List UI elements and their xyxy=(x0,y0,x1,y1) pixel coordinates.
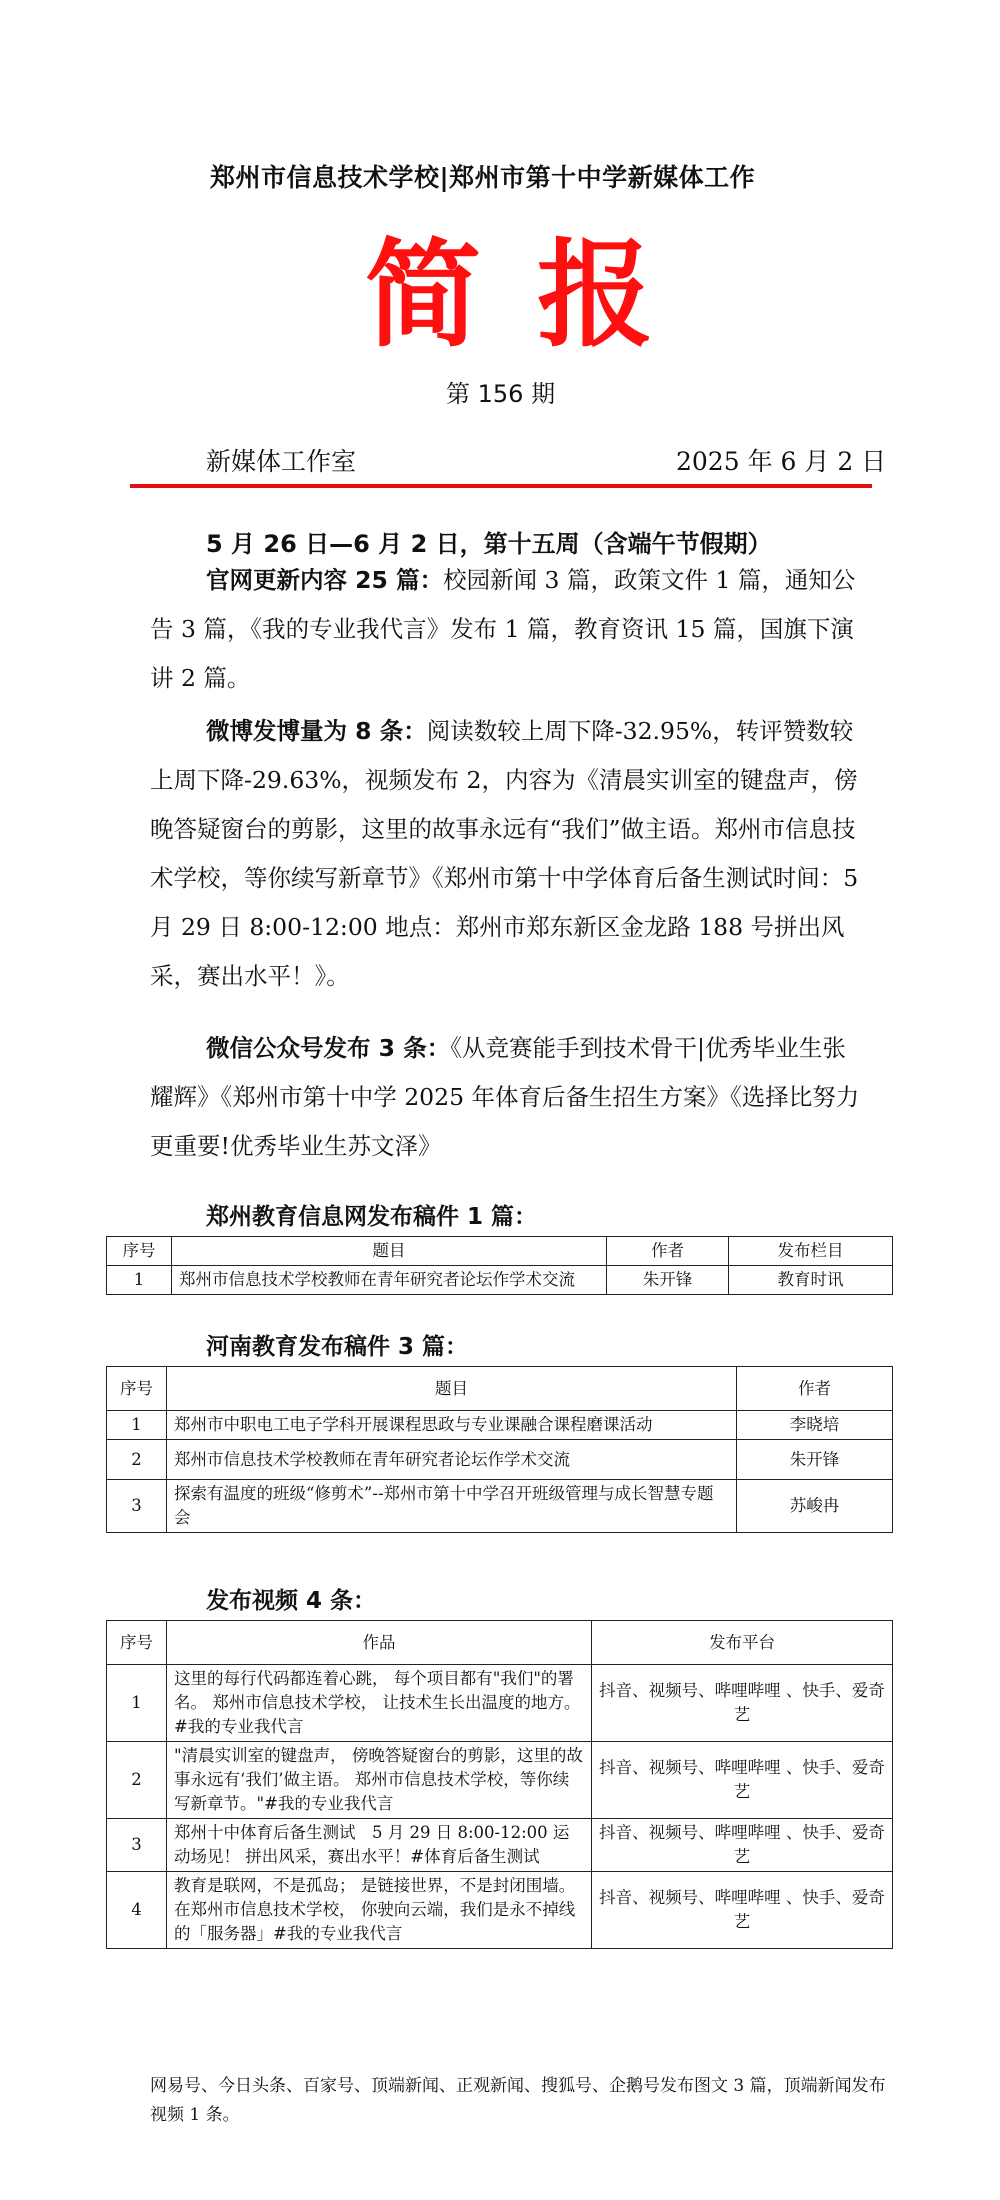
week-heading: 5 月 26 日—6 月 2 日，第十五周（含端午节假期） xyxy=(206,530,772,558)
issue-date: 2025 年 6 月 2 日 xyxy=(676,447,887,476)
row-no: 2 xyxy=(107,1742,167,1819)
col-header-no: 序号 xyxy=(107,1237,172,1266)
row-author: 李晓培 xyxy=(737,1411,893,1440)
row-work: "清晨实训室的键盘声， 傍晚答疑窗台的剪影，这里的故事永远有‘我们’做主语。 郑州市信息技术学校，等你续写新章节。"#我的专业我代言 xyxy=(167,1742,592,1819)
table-row xyxy=(107,1411,893,1440)
weibo-paragraph xyxy=(150,707,865,1001)
row-column: 教育时讯 xyxy=(729,1266,893,1295)
table-row xyxy=(107,1440,893,1480)
row-author: 朱开锋 xyxy=(737,1440,893,1480)
henan-table xyxy=(106,1366,893,1533)
official-site-paragraph xyxy=(150,556,865,703)
row-no: 2 xyxy=(107,1440,167,1480)
col-header-title: 题目 xyxy=(167,1367,737,1411)
wechat-lead: 微信公众号发布 3 条： xyxy=(206,1034,451,1062)
col-header-work: 作品 xyxy=(167,1621,592,1665)
row-no: 3 xyxy=(107,1819,167,1872)
videos-heading: 发布视频 4 条： xyxy=(206,1588,377,1614)
header-school-line: 郑州市信息技术学校|郑州市第十中学新媒体工作 xyxy=(210,163,756,192)
row-title: 郑州市信息技术学校教师在青年研究者论坛作学术交流 xyxy=(167,1440,737,1480)
col-header-title: 题目 xyxy=(172,1237,607,1266)
videos-table xyxy=(106,1620,893,1949)
table-row xyxy=(107,1742,893,1819)
row-no: 1 xyxy=(107,1266,172,1295)
row-work: 教育是联网，不是孤岛； 是链接世界，不是封闭围墙。 在郑州市信息技术学校， 你驶向云端，我们是永不掉线的「服务器」#我的专业我代言 xyxy=(167,1872,592,1949)
col-header-author: 作者 xyxy=(737,1367,893,1411)
row-platform: 抖音、视频号、哔哩哔哩 、快手、爱奇艺 xyxy=(592,1872,893,1949)
official-site-text: 校园新闻 3 篇，政策文件 1 篇，通知公告 3 篇，《我的专业我代言》发布 1 篇，教育资讯 15 篇，国旗下演讲 2 篇。 xyxy=(150,566,856,692)
row-title: 探索有温度的班级“修剪术”--郑州市第十中学召开班级管理与成长智慧专题会 xyxy=(167,1480,737,1533)
table-row xyxy=(107,1266,893,1295)
weibo-text: 阅读数较上周下降-32.95%，转评赞数较上周下降-29.63%，视频发布 2，内容为《清晨实训室的键盘声，傍晚答疑窗台的剪影，这里的故事永远有“我们”做主语。郑州市信息技术学校，等你续写新章节》《郑州市第十中学体育后备生测试时间：5 月 29 日 8:00-12:00 地点：郑州市郑东新区金龙路 188 号拼出风采，赛出水平！》。 xyxy=(150,717,859,990)
table-header-row xyxy=(107,1237,893,1266)
table-row xyxy=(107,1480,893,1533)
row-title: 郑州市信息技术学校教师在青年研究者论坛作学术交流 xyxy=(172,1266,607,1295)
row-no: 3 xyxy=(107,1480,167,1533)
row-work: 郑州十中体育后备生测试 5 月 29 日 8:00-12:00 运动场见！ 拼出风采，赛出水平！#体育后备生测试 xyxy=(167,1819,592,1872)
table-header-row xyxy=(107,1367,893,1411)
row-work: 这里的每行代码都连着心跳， 每个项目都有"我们"的署名。 郑州市信息技术学校， 让技术生长出温度的地方。#我的专业我代言 xyxy=(167,1665,592,1742)
wechat-paragraph xyxy=(150,1024,865,1171)
row-title: 郑州市中职电工电子学科开展课程思政与专业课融合课程磨课活动 xyxy=(167,1411,737,1440)
col-header-no: 序号 xyxy=(107,1621,167,1665)
row-platform: 抖音、视频号、哔哩哔哩 、快手、爱奇艺 xyxy=(592,1665,893,1742)
table-header-row xyxy=(107,1621,893,1665)
row-author: 朱开锋 xyxy=(607,1266,729,1295)
col-header-no: 序号 xyxy=(107,1367,167,1411)
issue-number: 第 156 期 xyxy=(446,380,556,408)
row-author: 苏峻冉 xyxy=(737,1480,893,1533)
zz-info-heading: 郑州教育信息网发布稿件 1 篇： xyxy=(206,1204,538,1230)
row-platform: 抖音、视频号、哔哩哔哩 、快手、爱奇艺 xyxy=(592,1819,893,1872)
wechat-text: 《从竞赛能手到技术骨干|优秀毕业生张耀辉》《郑州市第十中学 2025 年体育后备生招生方案》《选择比努力更重要!优秀毕业生苏文泽》 xyxy=(150,1034,860,1160)
col-header-platform: 发布平台 xyxy=(592,1621,893,1665)
henan-heading: 河南教育发布稿件 3 篇： xyxy=(206,1334,469,1360)
row-no: 4 xyxy=(107,1872,167,1949)
studio-name: 新媒体工作室 xyxy=(206,447,357,476)
zz-info-table xyxy=(106,1236,893,1295)
row-no: 1 xyxy=(107,1665,167,1742)
table-row xyxy=(107,1819,893,1872)
col-header-column: 发布栏目 xyxy=(729,1237,893,1266)
official-site-lead: 官网更新内容 25 篇： xyxy=(206,566,444,594)
table-row xyxy=(107,1872,893,1949)
briefing-title: 简报 xyxy=(365,228,709,363)
table-row xyxy=(107,1665,893,1742)
row-platform: 抖音、视频号、哔哩哔哩 、快手、爱奇艺 xyxy=(592,1742,893,1819)
col-header-author: 作者 xyxy=(607,1237,729,1266)
weibo-lead: 微博发博量为 8 条： xyxy=(206,717,427,745)
footer-note: 网易号、今日头条、百家号、顶端新闻、正观新闻、搜狐号、企鹅号发布图文 3 篇，顶端新闻发布视频 1 条。 xyxy=(150,2076,886,2125)
row-no: 1 xyxy=(107,1411,167,1440)
red-divider xyxy=(130,484,872,488)
